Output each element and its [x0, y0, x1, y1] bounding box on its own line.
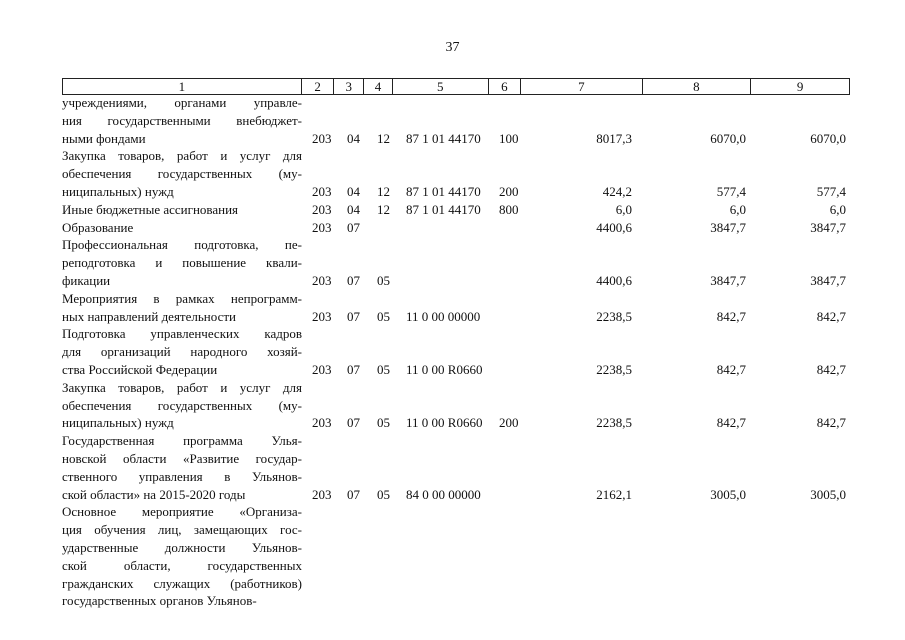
column-header-3: 3	[334, 79, 364, 95]
description-line: новской области «Развитие государ-	[62, 450, 302, 466]
column-header-2: 2	[301, 79, 334, 95]
description-line: учреждениями, органами управле-	[62, 95, 302, 110]
description-line: Закупка товаров, работ и услуг для	[62, 148, 302, 164]
description-line: ской области, государственных	[62, 557, 302, 573]
cell-col-9: 6070,0	[810, 130, 846, 146]
column-header-9: 9	[751, 79, 850, 95]
cell-col-2: 203	[312, 486, 332, 502]
description-line: ных направлений деятельности	[62, 308, 236, 324]
row-description	[62, 503, 302, 610]
cell-col-3: 07	[347, 361, 360, 377]
cell-col-8: 842,7	[716, 308, 746, 324]
table-row	[62, 236, 850, 289]
cell-col-2: 203	[312, 308, 332, 324]
description-line: Образование	[62, 219, 134, 235]
cell-col-7: 4400,6	[596, 272, 632, 288]
budget-table-body	[62, 94, 850, 610]
cell-col-8: 3005,0	[710, 486, 746, 502]
cell-col-4: 05	[377, 272, 390, 288]
cell-col-5: 11 0 00 R0660	[406, 361, 483, 377]
cell-col-3: 04	[347, 130, 360, 146]
description-line: гражданских служащих (работников)	[62, 575, 302, 591]
description-line: ниципальных) нужд	[62, 183, 174, 199]
description-line: ской области» на 2015-2020 годы	[62, 486, 246, 502]
cell-col-9: 3847,7	[810, 219, 846, 235]
column-header-8: 8	[642, 79, 751, 95]
cell-col-2: 203	[312, 130, 332, 146]
cell-col-3: 04	[347, 201, 360, 217]
row-description	[62, 147, 302, 200]
cell-col-7: 8017,3	[596, 130, 632, 146]
description-line: для организаций народного хозяй-	[62, 344, 302, 360]
cell-col-8: 6,0	[729, 201, 746, 217]
cell-col-3: 07	[347, 272, 360, 288]
cell-col-9: 577,4	[816, 183, 846, 199]
row-description	[62, 379, 302, 432]
cell-col-5: 87 1 01 44170	[406, 183, 481, 199]
cell-col-3: 07	[347, 308, 360, 324]
cell-col-2: 203	[312, 183, 332, 199]
cell-col-7: 4400,6	[596, 219, 632, 235]
column-header-1: 1	[63, 79, 302, 95]
cell-col-4: 05	[377, 486, 390, 502]
column-header-7: 7	[521, 79, 642, 95]
cell-col-2: 203	[312, 201, 332, 217]
cell-col-2: 203	[312, 361, 332, 377]
cell-col-9: 842,7	[816, 308, 846, 324]
description-line: Основное мероприятие «Организа-	[62, 504, 302, 520]
description-line: обеспечения государственных (му-	[62, 166, 302, 182]
row-description	[62, 201, 302, 219]
description-line: ниципальных) нужд	[62, 415, 174, 431]
row-description	[62, 432, 302, 503]
cell-col-4: 12	[377, 201, 390, 217]
table-row	[62, 379, 850, 432]
cell-col-9: 3847,7	[810, 272, 846, 288]
cell-col-5: 87 1 01 44170	[406, 130, 481, 146]
cell-col-9: 842,7	[816, 415, 846, 431]
cell-col-8: 842,7	[716, 361, 746, 377]
cell-col-3: 04	[347, 183, 360, 199]
cell-col-2: 203	[312, 219, 332, 235]
cell-col-8: 577,4	[716, 183, 746, 199]
cell-col-9: 3005,0	[810, 486, 846, 502]
description-line: обеспечения государственных (му-	[62, 397, 302, 413]
description-line: государственных органов Ульянов-	[62, 593, 257, 609]
description-line: Закупка товаров, работ и услуг для	[62, 379, 302, 395]
cell-col-4: 05	[377, 361, 390, 377]
table-row	[62, 432, 850, 503]
cell-col-3: 07	[347, 219, 360, 235]
column-header-6: 6	[488, 79, 521, 95]
cell-col-8: 6070,0	[710, 130, 746, 146]
cell-col-2: 203	[312, 415, 332, 431]
cell-col-8: 842,7	[716, 415, 746, 431]
table-row	[62, 94, 850, 147]
cell-col-6: 800	[499, 201, 519, 217]
cell-col-8: 3847,7	[710, 272, 746, 288]
cell-col-7: 2238,5	[596, 361, 632, 377]
cell-col-6: 200	[499, 183, 519, 199]
cell-col-6: 100	[499, 130, 519, 146]
table-row	[62, 503, 850, 610]
description-line: ственного управления в Ульянов-	[62, 468, 302, 484]
cell-col-3: 07	[347, 415, 360, 431]
cell-col-7: 424,2	[602, 183, 632, 199]
cell-col-4: 12	[377, 130, 390, 146]
table-row	[62, 290, 850, 326]
page-number: 37	[445, 40, 460, 55]
cell-col-5: 87 1 01 44170	[406, 201, 481, 217]
cell-col-5: 11 0 00 00000	[406, 308, 481, 324]
column-header-4: 4	[364, 79, 393, 95]
description-line: Государственная программа Улья-	[62, 433, 302, 449]
description-line: ния государственными внебюджет-	[62, 112, 302, 128]
table-row	[62, 201, 850, 219]
description-line: Профессиональная подготовка, пе-	[62, 237, 302, 253]
row-description	[62, 94, 302, 147]
description-line: Подготовка управленческих кадров	[62, 326, 302, 342]
row-description	[62, 219, 302, 237]
description-line: Иные бюджетные ассигнования	[62, 201, 239, 217]
cell-col-8: 3847,7	[710, 219, 746, 235]
cell-col-9: 6,0	[829, 201, 846, 217]
row-description	[62, 290, 302, 326]
cell-col-2: 203	[312, 272, 332, 288]
table-row	[62, 147, 850, 200]
row-description	[62, 325, 302, 378]
column-header-row	[62, 78, 850, 95]
description-line: реподготовка и повышение квали-	[62, 255, 302, 271]
cell-col-5: 84 0 00 00000	[406, 486, 481, 502]
description-line: ция обучения лиц, замещающих гос-	[62, 522, 302, 538]
cell-col-5: 11 0 00 R0660	[406, 415, 483, 431]
description-line: Мероприятия в рамках непрограмм-	[62, 290, 302, 306]
cell-col-4: 05	[377, 308, 390, 324]
row-description	[62, 236, 302, 289]
table-row	[62, 325, 850, 378]
cell-col-7: 2162,1	[596, 486, 632, 502]
cell-col-4: 12	[377, 183, 390, 199]
description-line: ства Российской Федерации	[62, 361, 218, 377]
description-line: ными фондами	[62, 130, 146, 146]
description-line: фикации	[62, 272, 111, 288]
table-row	[62, 219, 850, 237]
cell-col-7: 2238,5	[596, 415, 632, 431]
cell-col-7: 6,0	[615, 201, 632, 217]
cell-col-6: 200	[499, 415, 519, 431]
column-header-5: 5	[392, 79, 488, 95]
cell-col-9: 842,7	[816, 361, 846, 377]
cell-col-4: 05	[377, 415, 390, 431]
cell-col-7: 2238,5	[596, 308, 632, 324]
cell-col-3: 07	[347, 486, 360, 502]
description-line: ударственные должности Ульянов-	[62, 539, 302, 555]
